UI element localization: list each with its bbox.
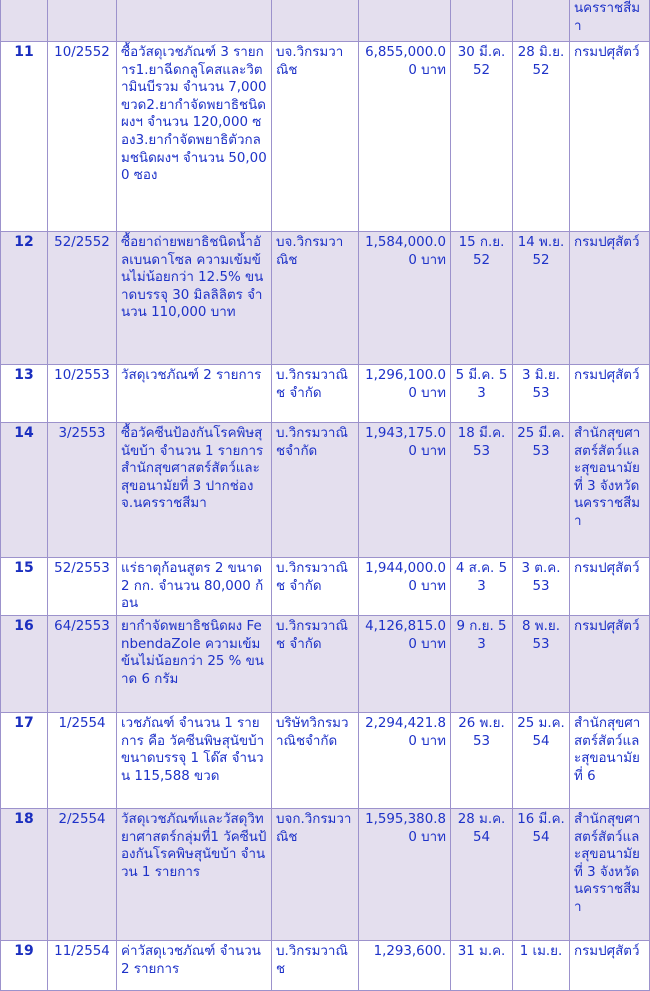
row-number: 11 [1, 42, 48, 232]
table-row [1, 809, 650, 941]
contract-number: 11/2554 [48, 941, 117, 991]
contract-number: 1/2554 [48, 713, 117, 809]
table-row [1, 42, 650, 232]
end-date: 8 พ.ย. 53 [513, 616, 570, 713]
contract-number: 52/2552 [48, 232, 117, 365]
end-date: 1 เม.ย. [513, 941, 570, 991]
start-date: 28 ม.ค. 54 [451, 809, 513, 941]
start-date: 18 มี.ค. 53 [451, 423, 513, 558]
item-description: วัสดุเวชภัณฑ์ 2 รายการ [117, 365, 272, 423]
end-date: 3 มิ.ย. 53 [513, 365, 570, 423]
contract-amount: 1,584,000.00 บาท [359, 232, 451, 365]
contract-amount: 6,855,000.00 บาท [359, 42, 451, 232]
contract-amount: 1,293,600. [359, 941, 451, 991]
end-date: 14 พ.ย. 52 [513, 232, 570, 365]
end-date: 28 มิ.ย. 52 [513, 42, 570, 232]
item-description: ยากำจัดพยาธิชนิดผง FenbendaZole ความเข้มข้นไม่น้อยกว่า 25 % ขนาด 6 กรัม [117, 616, 272, 713]
item-description: วัสดุเวชภัณฑ์และวัสดุวิทยาศาสตร์กลุ่มที่1 วัคซีนป้องกันโรคพิษสุนัขบ้า จำนวน 1 รายการ [117, 809, 272, 941]
vendor-name: บ.วิกรมวาณิชจำกัด [272, 423, 359, 558]
item-description: เวชภัณฑ์ จำนวน 1 รายการ คือ วัคซีนพิษสุนัขบ้า ขนาดบรรจุ 1 โด๊ส จำนวน 115,588 ขวด [117, 713, 272, 809]
start-date: 4 ส.ค. 53 [451, 558, 513, 616]
agency-name: กรมปศุสัตว์ [570, 42, 650, 232]
contract-number: 52/2553 [48, 558, 117, 616]
table-row-top [1, 0, 650, 42]
item-description: ซื้อวัสดุเวชภัณฑ์ 3 รายการ1.ยาฉีดกลูโคสและวิตามินบีรวม จำนวน 7,000 ขวด2.ยากำจัดพยาธิชนิดผงฯ จำนวน 120,000 ซอง3.ยากำจัดพยาธิตัวกลมชนิดผงฯ จำนวน 50,000 ซอง [117, 42, 272, 232]
agency-name: สำนักสุขศาสตร์สัตว์และสุขอนามัยที่ 3 จังหวัดนครราชสีมา [570, 809, 650, 941]
contract-amount: 4,126,815.00 บาท [359, 616, 451, 713]
row-number: 14 [1, 423, 48, 558]
agency-cell: นครราชสีมา [570, 0, 650, 42]
table-row [1, 232, 650, 365]
contract-amount: 1,296,100.00 บาท [359, 365, 451, 423]
row-number: 13 [1, 365, 48, 423]
contract-number: 3/2553 [48, 423, 117, 558]
contract-number: 64/2553 [48, 616, 117, 713]
end-date: 25 ม.ค. 54 [513, 713, 570, 809]
row-number: 19 [1, 941, 48, 991]
item-description: ซื้อวัคซีนป้องกันโรคพิษสุนัขบ้า จำนวน 1 รายการสำนักสุขศาสตร์สัตว์และสุขอนามัยที่ 3 ปากช่องจ.นครราชสีมา [117, 423, 272, 558]
vendor-name: บจ.วิกรมวาณิช [272, 232, 359, 365]
vendor-name: บริษัทวิกรมวาณิชจำกัด [272, 713, 359, 809]
vendor-name: บ.วิกรมวาณิช จำกัด [272, 558, 359, 616]
contract-amount: 1,944,000.00 บาท [359, 558, 451, 616]
contract-number: 2/2554 [48, 809, 117, 941]
end-date: 16 มี.ค. 54 [513, 809, 570, 941]
item-description: ซื้อยาถ่ายพยาธิชนิดน้ำอัลเบนดาโซล ความเข้มข้นไม่น้อยกว่า 12.5% ขนาดบรรจุ 30 มิลลิลิตร จำนวน 110,000 บาท [117, 232, 272, 365]
table-row [1, 423, 650, 558]
end-date: 3 ต.ค. 53 [513, 558, 570, 616]
item-description: แร่ธาตุก้อนสูตร 2 ขนาด 2 กก. จำนวน 80,000 ก้อน [117, 558, 272, 616]
agency-name: กรมปศุสัตว์ [570, 941, 650, 991]
agency-name: กรมปศุสัตว์ [570, 365, 650, 423]
start-date: 5 มี.ค. 53 [451, 365, 513, 423]
contract-amount: 1,943,175.00 บาท [359, 423, 451, 558]
contract-number: 10/2553 [48, 365, 117, 423]
contract-number: 10/2552 [48, 42, 117, 232]
row-number: 12 [1, 232, 48, 365]
vendor-name: บจ.วิกรมวาณิช [272, 42, 359, 232]
table-row [1, 616, 650, 713]
end-date: 25 มี.ค. 53 [513, 423, 570, 558]
vendor-name: บ.วิกรมวาณิช [272, 941, 359, 991]
row-number: 18 [1, 809, 48, 941]
start-date: 31 ม.ค. [451, 941, 513, 991]
row-number: 17 [1, 713, 48, 809]
agency-name: สำนักสุขศาสตร์สัตว์และสุขอนามัยที่ 6 [570, 713, 650, 809]
table-body [1, 0, 650, 991]
vendor-name: บ.วิกรมวาณิช จำกัด [272, 616, 359, 713]
table-row [1, 558, 650, 616]
item-description: ค่าวัสดุเวชภัณฑ์ จำนวน 2 รายการ [117, 941, 272, 991]
contract-amount: 1,595,380.80 บาท [359, 809, 451, 941]
start-date: 15 ก.ย. 52 [451, 232, 513, 365]
start-date: 9 ก.ย. 53 [451, 616, 513, 713]
row-number: 15 [1, 558, 48, 616]
start-date: 26 พ.ย. 53 [451, 713, 513, 809]
agency-name: กรมปศุสัตว์ [570, 558, 650, 616]
contract-amount: 2,294,421.80 บาท [359, 713, 451, 809]
start-date: 30 มี.ค. 52 [451, 42, 513, 232]
agency-name: กรมปศุสัตว์ [570, 616, 650, 713]
vendor-name: บ.วิกรมวาณิช จำกัด [272, 365, 359, 423]
vendor-name: บจก.วิกรมวาณิช [272, 809, 359, 941]
agency-name: สำนักสุขศาสตร์สัตว์และสุขอนามัยที่ 3 จังหวัดนครราชสีมา [570, 423, 650, 558]
agency-name: กรมปศุสัตว์ [570, 232, 650, 365]
table-row [1, 713, 650, 809]
table-row [1, 365, 650, 423]
row-number: 16 [1, 616, 48, 713]
